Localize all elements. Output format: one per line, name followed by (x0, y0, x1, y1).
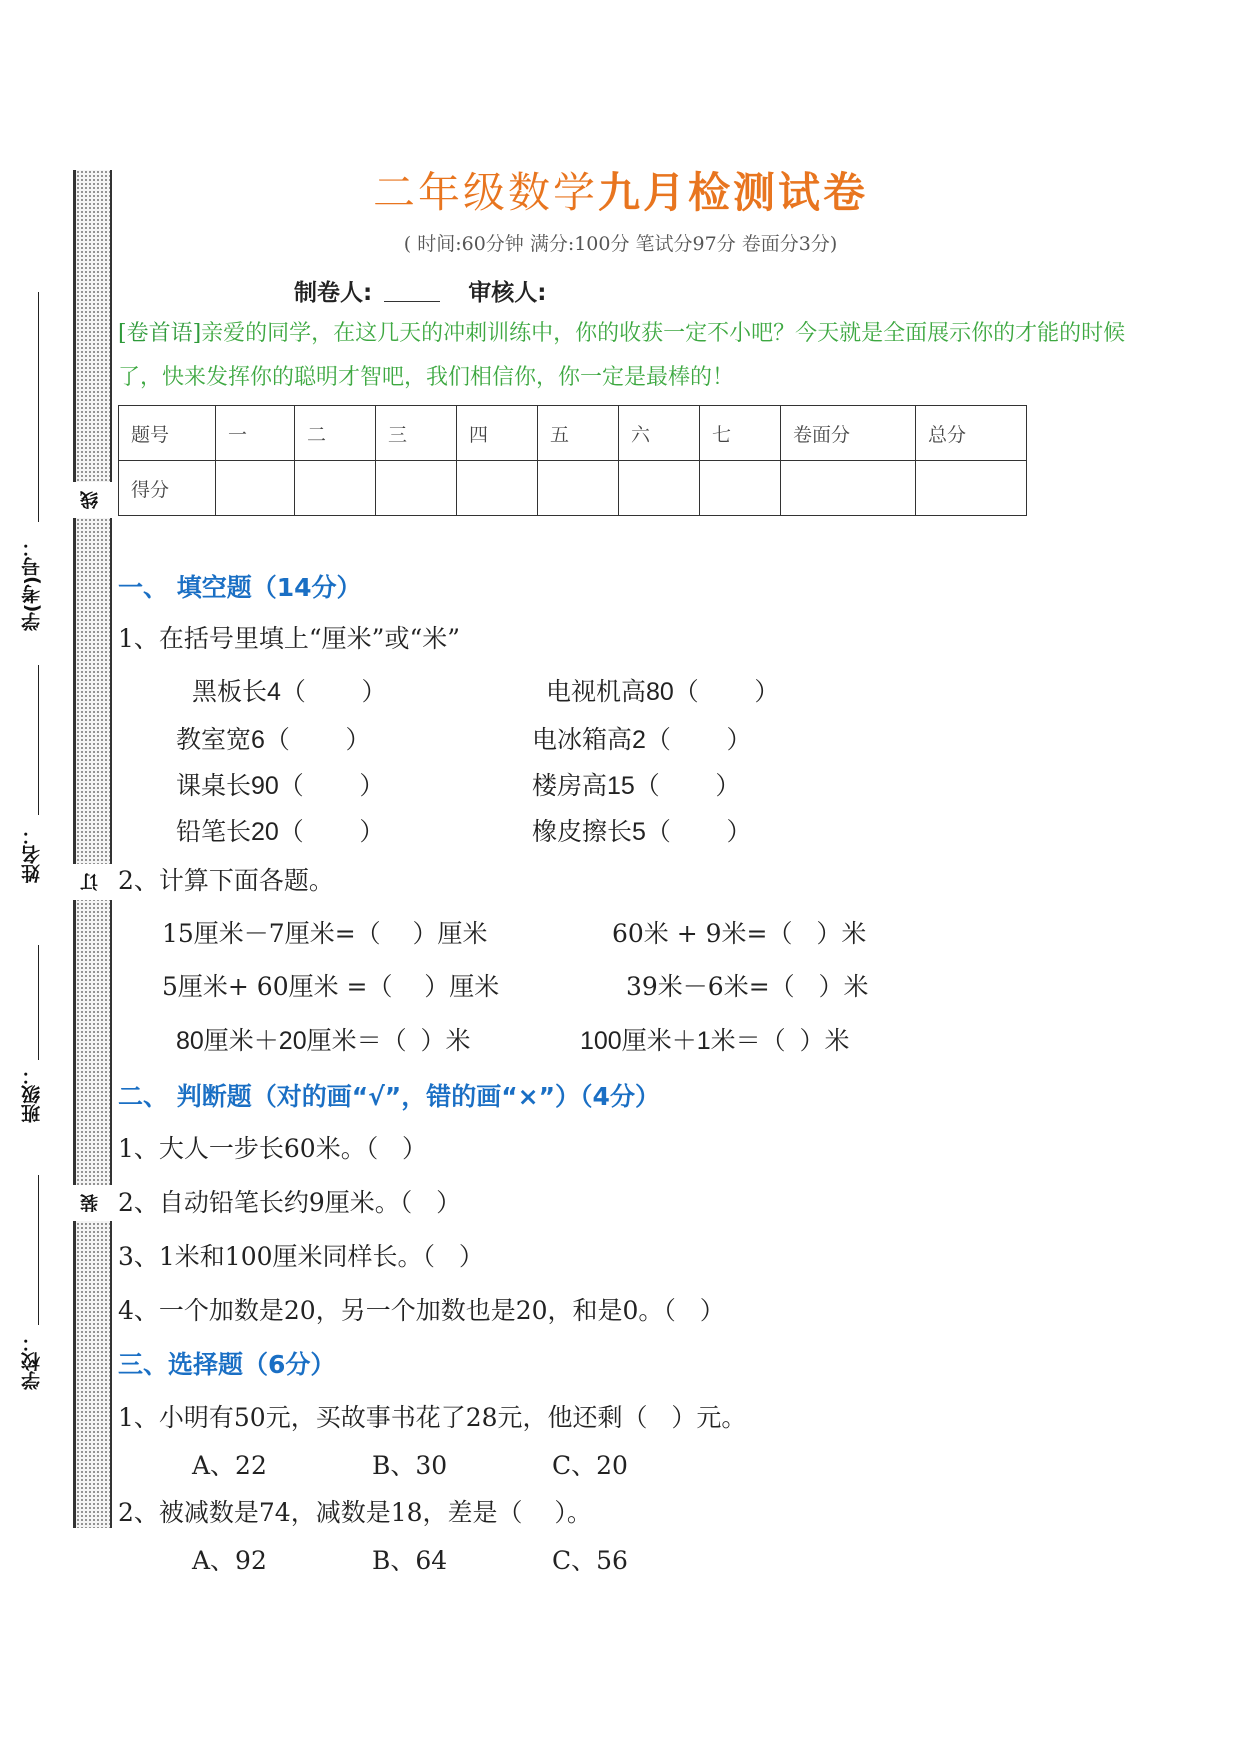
header-cell: 卷面分 (781, 406, 916, 461)
header-cell: 四 (457, 406, 538, 461)
judge-item: 1、大人一步长60米。（ ） (118, 1134, 428, 1163)
header-cell: 总分 (916, 406, 1027, 461)
score-cell[interactable] (619, 461, 700, 516)
name-label: 姓名： (21, 826, 43, 883)
fill-item: 教室宽6（ ） (176, 726, 371, 754)
judge-item: 4、一个加数是20，另一个加数也是20，和是0。（ ） (118, 1296, 725, 1325)
score-cell[interactable] (376, 461, 457, 516)
header-cell: 一 (216, 406, 295, 461)
header-cell: 五 (538, 406, 619, 461)
class-label: 班级： (21, 1066, 43, 1123)
intro-paragraph (118, 312, 1138, 400)
school-label: 学校： (21, 1333, 43, 1390)
score-cell[interactable] (457, 461, 538, 516)
student-id-line[interactable] (38, 292, 39, 522)
score-cell[interactable] (700, 461, 781, 516)
choice-question-1: 1、小明有50元，买故事书花了28元，他还剩（ ）元。 (118, 1403, 747, 1432)
fill-item: 黑板长4（ ） (192, 678, 387, 706)
score-table-header-row (119, 406, 1027, 461)
score-table (118, 405, 1027, 516)
judge-item: 2、自动铅笔长约9厘米。（ ） (118, 1188, 462, 1217)
strip-char-line: 线 (73, 482, 112, 518)
score-cell[interactable] (916, 461, 1027, 516)
calc-item: 5厘米+ 60厘米 =（ ）厘米 (162, 972, 500, 1001)
score-cell[interactable] (538, 461, 619, 516)
section-2-title: 二、 判断题（对的画“√”，错的画“×”）（4分） (118, 1082, 660, 1111)
calc-item: 39米－6米=（ ）米 (626, 972, 869, 1001)
score-table-score-row (119, 461, 1027, 516)
calc-item: 15厘米－7厘米=（ ）厘米 (162, 919, 488, 948)
judge-item: 3、1米和100厘米同样长。（ ） (118, 1242, 484, 1271)
fill-item: 橡皮擦长5（ ） (532, 818, 752, 846)
choice-option: C、56 (552, 1546, 628, 1575)
binding-margin (0, 0, 70, 1754)
header-cell: 二 (295, 406, 376, 461)
strip-char-install: 装 (73, 1185, 112, 1221)
score-row-label: 得分 (119, 461, 216, 516)
choice-option: B、30 (372, 1451, 448, 1480)
intro-tag: [卷首语] (118, 321, 202, 346)
score-cell[interactable] (216, 461, 295, 516)
maker-label: 制卷人: (294, 280, 373, 306)
score-cell[interactable] (781, 461, 916, 516)
choice-option: A、92 (192, 1546, 267, 1575)
exam-info: ( 时间:60分钟 满分:100分 笔试分97分 卷面分3分) (403, 233, 838, 255)
page-title (0, 160, 1241, 220)
header-cell: 六 (619, 406, 700, 461)
title-part-2: 九月检测试卷 (598, 168, 869, 217)
calc-item: 100厘米＋1米＝（ ）米 (580, 1027, 850, 1055)
fill-item: 电视机高80（ ） (546, 678, 780, 706)
question-1-1: 1、在括号里填上“厘米”或“米” (118, 624, 461, 653)
header-cell: 题号 (119, 406, 216, 461)
choice-option: A、22 (192, 1451, 267, 1480)
strip-char-bind: 订 (73, 864, 112, 900)
fill-item: 铅笔长20（ ） (176, 818, 385, 846)
makers-row (294, 274, 546, 307)
calc-item: 60米 + 9米=（ ）米 (612, 919, 867, 948)
fill-item: 楼房高15（ ） (532, 772, 741, 800)
maker-blank[interactable] (384, 281, 440, 302)
choice-option: C、20 (552, 1451, 628, 1480)
intro-text: 亲爱的同学，在这几天的冲刺训练中，你的收获一定不小吧？今天就是全面展示你的才能的时候了，快来发挥你的聪明才智吧，我们相信你，你一定是最棒的！ (118, 321, 1126, 390)
header-cell: 三 (376, 406, 457, 461)
reviewer-label: 审核人: (468, 280, 547, 306)
binding-strip (73, 170, 112, 1528)
fill-item: 课桌长90（ ） (176, 772, 385, 800)
fill-item: 电冰箱高2（ ） (532, 726, 752, 754)
calc-item: 80厘米＋20厘米＝（ ）米 (176, 1027, 471, 1055)
student-id-label: 学(考)号： (21, 538, 43, 632)
class-line[interactable] (38, 945, 39, 1060)
title-part-1: 二年级数学 (372, 168, 598, 217)
score-cell[interactable] (295, 461, 376, 516)
header-cell: 七 (700, 406, 781, 461)
name-line[interactable] (38, 665, 39, 815)
choice-option: B、64 (372, 1546, 448, 1575)
section-1-title: 一、 填空题（14分） (118, 573, 362, 602)
section-3-title: 三、选择题（6分） (118, 1350, 336, 1379)
choice-question-2: 2、被减数是74，减数是18，差是（ ）。 (118, 1498, 592, 1527)
school-line[interactable] (38, 1175, 39, 1325)
question-1-2: 2、计算下面各题。 (118, 866, 334, 895)
